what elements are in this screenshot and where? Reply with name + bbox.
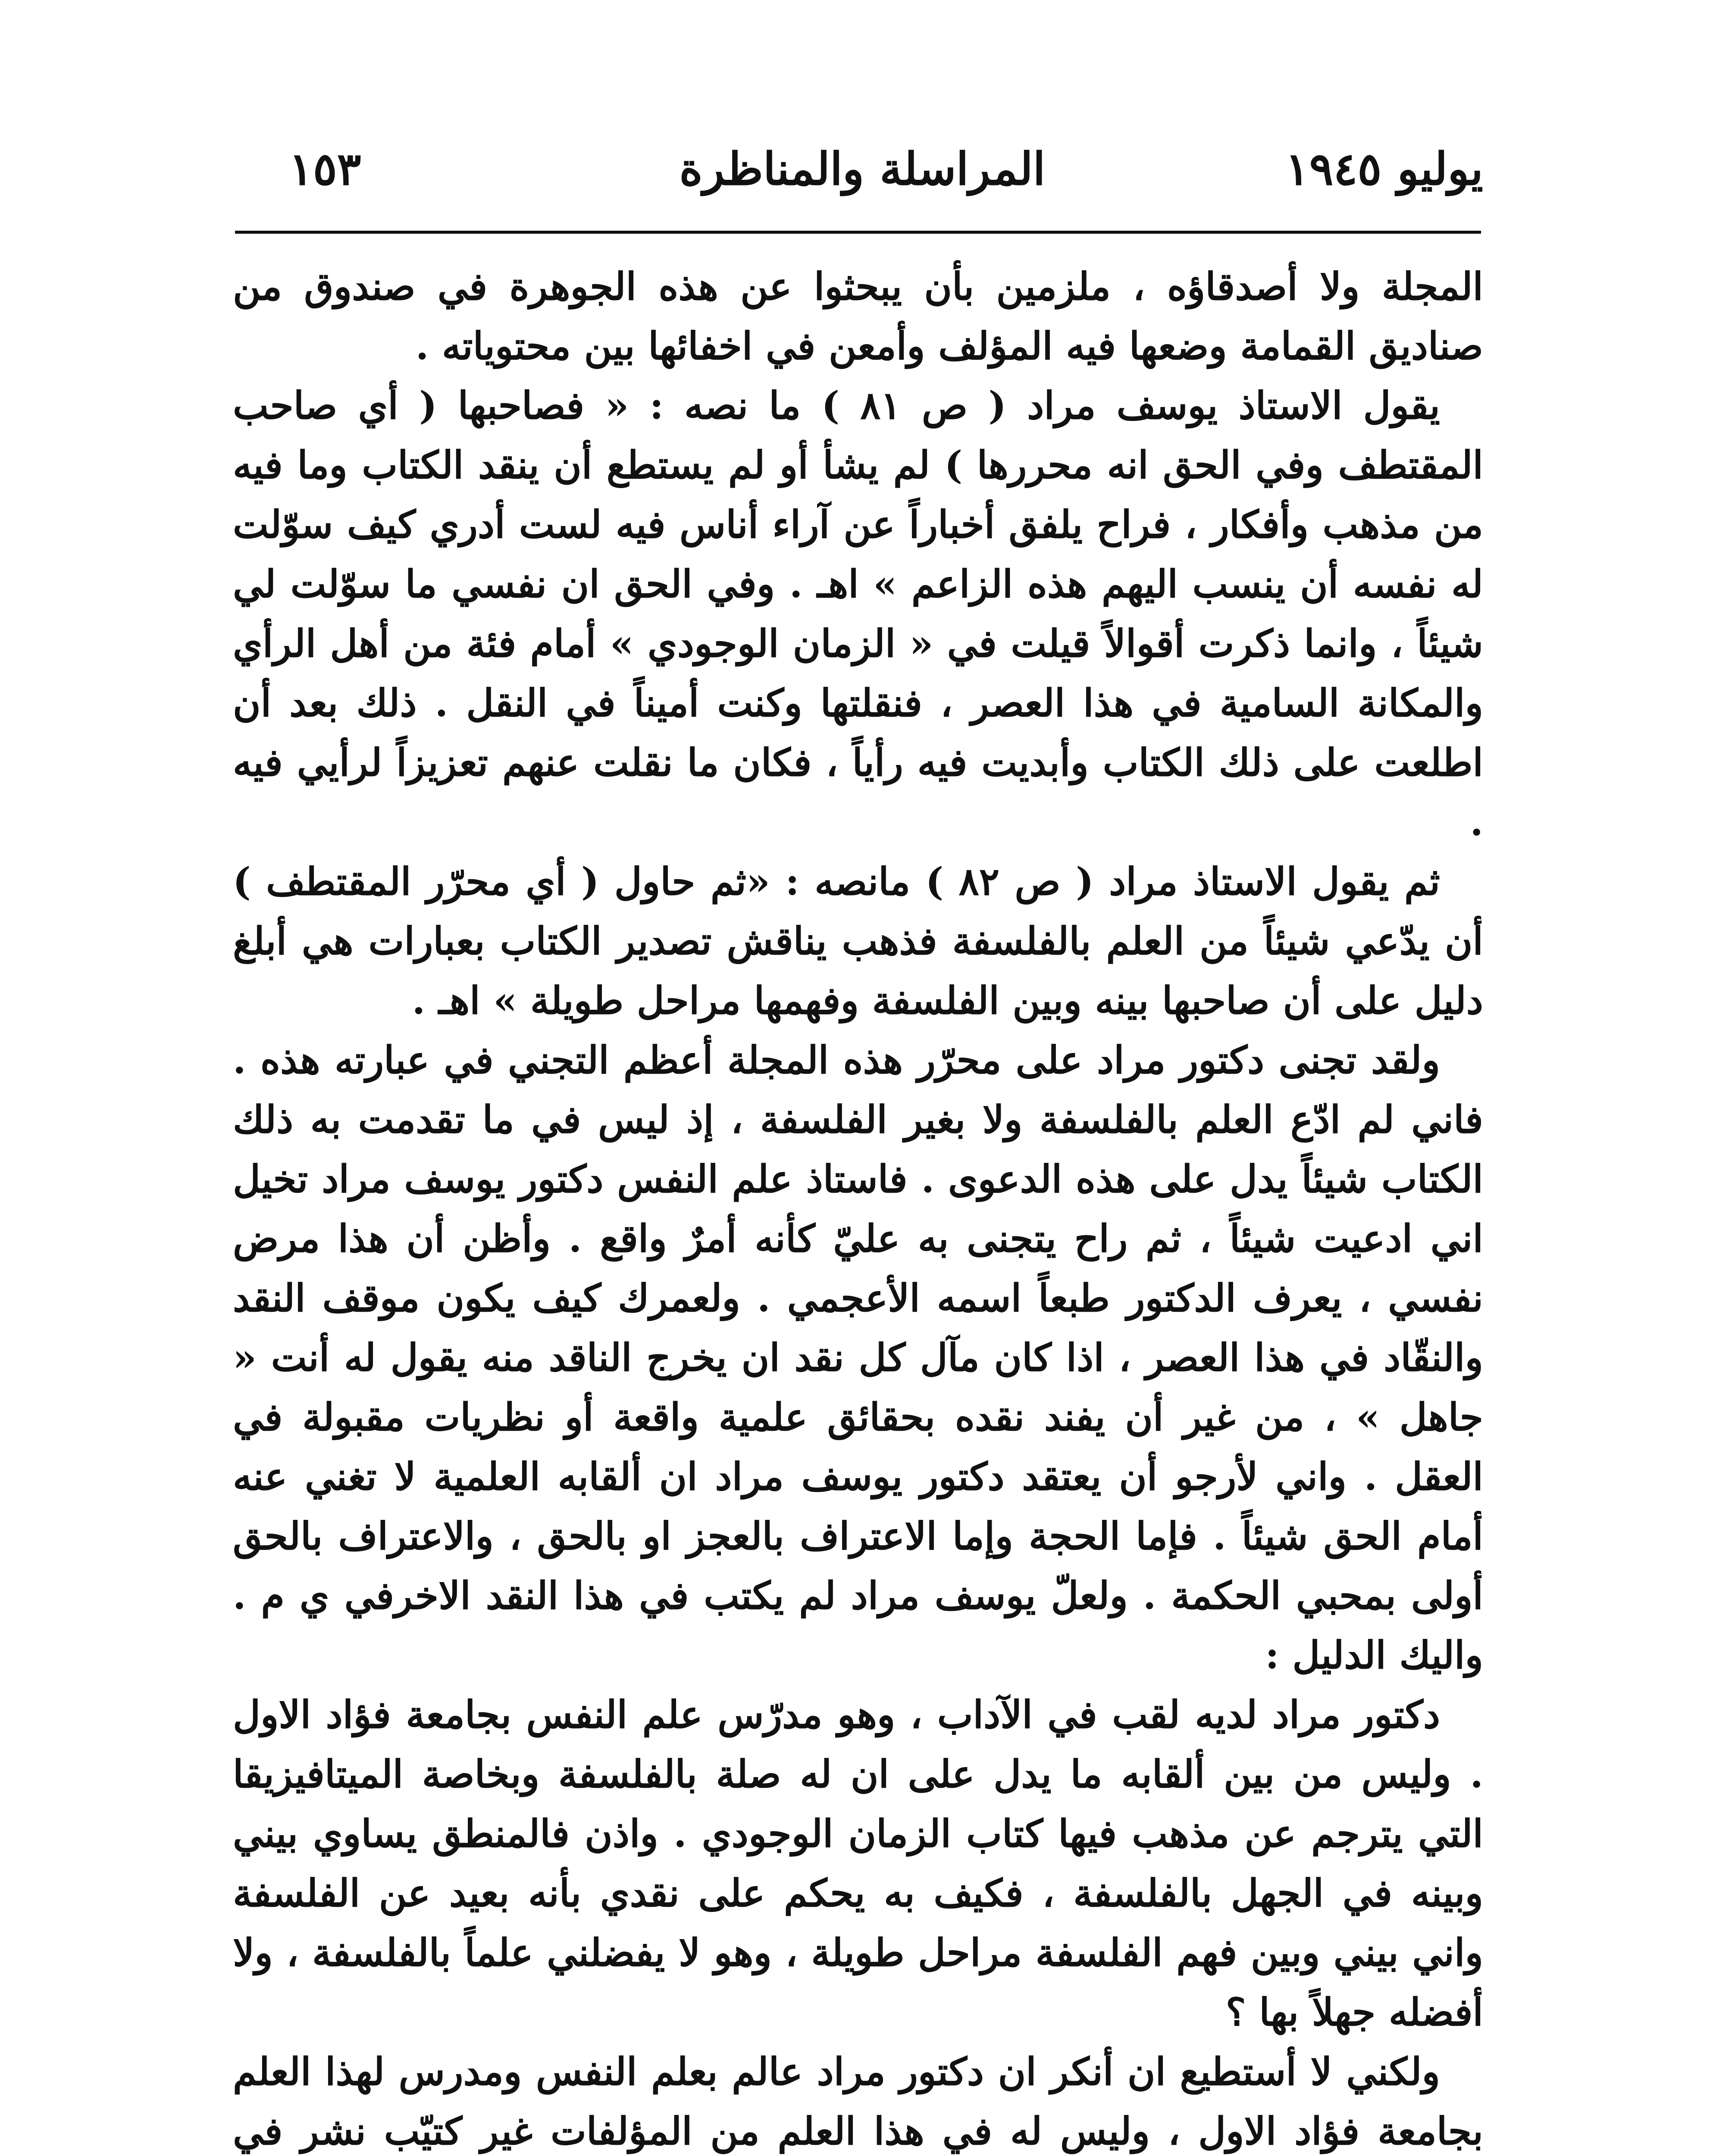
header-page-number: ١٥٣ — [289, 142, 361, 195]
running-header — [241, 142, 1483, 211]
header-section-title: المراسلة والمناظرة — [679, 142, 1046, 195]
paragraph-6: ولكني لا أستطيع ان أنكر ان دكتور مراد عالم بعلم النفس ومدرس لهذا العلم بجامعة فؤاد الاول ، وليس له في هذا العلم من المؤلفات غير كتيّب نشر في — [233, 2049, 1483, 2153]
article-body — [233, 257, 1483, 2156]
paragraph-2: يقول الاستاذ يوسف مراد ( ص ٨١ ) ما نصه : « فصاحبها ( أي صاحب المقتطف وفي الحق انه محررها ) لم يشأ أو لم يستطع أن ينقد الكتاب وما فيه من مذهب وأفكار ، فراح يلفق أخباراً عن آراء أناس فيه لست أدري كيف سوّلت له نفسه أن ينسب اليهم هذه الزاعم » اهـ . وفي الحق ان نفسي ما سوّلت لي شيئاً ، وانما ذكرت أقوالاً قيلت في « الزمان الوجودي » أمام فئة من أهل الرأي والمكانة السامية في هذا العصر ، فنقلتها وكنت أميناً في النقل . ذلك بعد أن اطلعت على ذلك الكتاب وأبديت فيه رأياً ، فكان ما نقلت عنهم تعزيزاً لرأيي فيه . — [233, 383, 1484, 844]
paragraph-1: المجلة ولا أصدقاؤه ، ملزمين بأن يبحثوا عن هذه الجوهرة في صندوق من صناديق القمامة وضعها فيه المؤلف وأمعن في اخفائها بين محتوياته . — [233, 264, 1483, 368]
paragraph-4: ولقد تجنى دكتور مراد على محرّر هذه المجلة أعظم التجني في عبارته هذه . فاني لم ادّع العلم بالفلسفة ولا بغير الفلسفة ، إذ ليس في ما تقدمت به ذلك الكتاب شيئاً يدل على هذه الدعوى . فاستاذ علم النفس دكتور يوسف مراد تخيل اني ادعيت شيئاً ، ثم راح يتجنى به عليّ كأنه أمرٌ واقع . وأظن أن هذا مرض نفسي ، يعرف الدكتور طبعاً اسمه الأعجمي . ولعمرك كيف يكون موقف النقد والنقّاد في هذا العصر ، اذا كان مآل كل نقد ان يخرج الناقد منه يقول له أنت « جاهل » ، من غير أن يفند نقده بحقائق علمية واقعة أو نظريات مقبولة في العقل . واني لأرجو أن يعتقد دكتور يوسف مراد ان ألقابه العلمية لا تغني عنه أمام الحق شيئاً . فإما الحجة وإما الاعتراف بالعجز او بالحق ، والاعتراف بالحق أولى بمحبي الحكمة . ولعلّ يوسف مراد لم يكتب في هذا النقد الاخرفي ي م . واليك الدليل : — [233, 1037, 1483, 1677]
paragraph-5: دكتور مراد لديه لقب في الآداب ، وهو مدرّس علم النفس بجامعة فؤاد الاول . وليس من بين ألقابه ما يدل على ان له صلة بالفلسفة وبخاصة الميتافيزيقا التي يترجم عن مذهب فيها كتاب الزمان الوجودي . واذن فالمنطق يساوي بيني وبينه في الجهل بالفلسفة ، فكيف به يحكم على نقدي بأنه بعيد عن الفلسفة واني بيني وبين فهم الفلسفة مراحل طويلة ، وهو لا يفضلني علماً بالفلسفة ، ولا أفضله جهلاً بها ؟ — [233, 1692, 1484, 2034]
header-divider — [235, 231, 1481, 234]
paragraph-3: ثم يقول الاستاذ مراد ( ص ٨٢ ) مانصه : «ثم حاول ( أي محرّر المقتطف ) أن يدّعي شيئاً من العلم بالفلسفة فذهب يناقش تصدير الكتاب بعبارات هي أبلغ دليل على أن صاحبها بينه وبين الفلسفة وفهمها مراحل طويلة » اهـ . — [233, 859, 1483, 1023]
header-date: يوليو ١٩٤٥ — [1285, 142, 1483, 195]
